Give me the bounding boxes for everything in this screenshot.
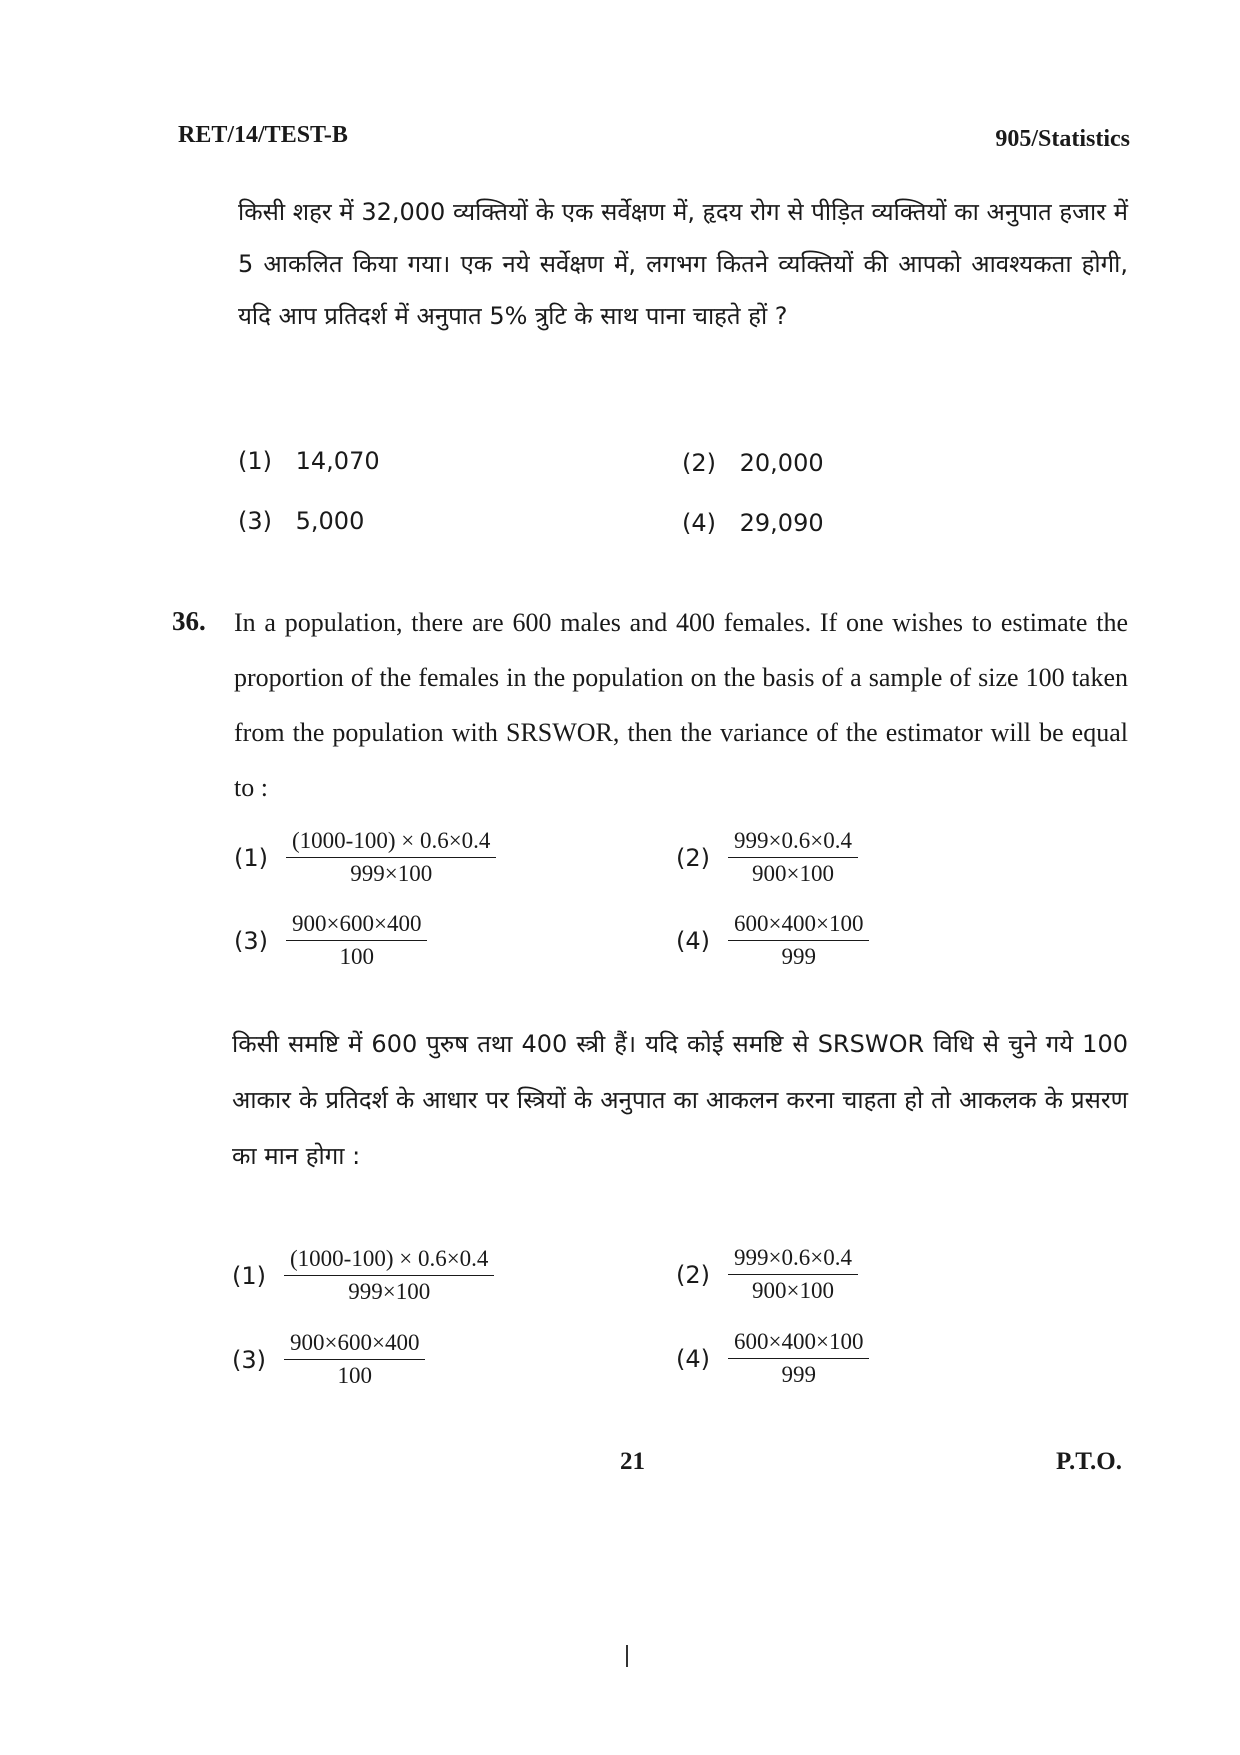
option-number: (4) xyxy=(682,509,716,537)
denominator: 999 xyxy=(781,944,816,969)
numerator: 900×600×400 xyxy=(286,911,427,941)
fraction xyxy=(284,1246,494,1305)
fraction xyxy=(286,828,496,887)
option-number: (3) xyxy=(232,1345,266,1374)
q36-hi-option-1 xyxy=(232,1246,494,1305)
q36-hi-option-3 xyxy=(232,1330,425,1389)
numerator: 900×600×400 xyxy=(284,1330,425,1360)
option-value: 5,000 xyxy=(295,507,365,535)
page-number: 21 xyxy=(620,1448,645,1475)
numerator: 999×0.6×0.4 xyxy=(728,1245,858,1275)
q36-en-option-4 xyxy=(676,911,869,970)
option-number: (3) xyxy=(234,926,268,955)
numerator: 600×400×100 xyxy=(728,911,869,941)
q36-english-text: In a population, there are 600 males and 400 females. If one wishes to estimate the proportion of the females in the population on the basis of a sample of size 100 taken from the population with SRSWOR, then the variance of the estimator will be equal to : xyxy=(234,608,1128,802)
denominator: 100 xyxy=(339,944,374,969)
option-number: (2) xyxy=(676,1260,710,1289)
option-number: (3) xyxy=(238,507,272,535)
option-value: 29,090 xyxy=(739,509,824,537)
numerator: 600×400×100 xyxy=(728,1329,869,1359)
option-number: (2) xyxy=(682,449,716,477)
denominator: 900×100 xyxy=(751,861,834,886)
fraction xyxy=(728,1329,869,1388)
option-number: (1) xyxy=(238,447,272,475)
fraction xyxy=(728,828,858,887)
question-number: 36. xyxy=(172,606,206,636)
q36-hindi-text: किसी समष्टि में 600 पुरुष तथा 400 स्त्री हैं। यदि कोई समष्टि से SRSWOR विधि से चुने गये 100 आकार के प्रतिदर्श के आधार पर स्त्रियों के अनुपात का आकलन करना चाहता हो तो आकलक के प्रसरण का मान होगा : xyxy=(232,1030,1128,1170)
subject-code: 905/Statistics xyxy=(995,126,1130,152)
q35-option-4 xyxy=(682,509,824,537)
denominator: 900×100 xyxy=(751,1278,834,1303)
denominator: 100 xyxy=(337,1363,372,1388)
q36-hi-option-4 xyxy=(676,1329,869,1388)
q35-option-1 xyxy=(238,447,380,475)
fraction xyxy=(284,1330,425,1389)
q36-en-option-1 xyxy=(234,828,496,887)
fraction xyxy=(728,911,869,970)
q36-en-option-3 xyxy=(234,911,427,970)
q35-option-2 xyxy=(682,449,824,477)
option-value: 20,000 xyxy=(739,449,824,477)
option-number: (1) xyxy=(232,1261,266,1290)
option-number: (1) xyxy=(234,843,268,872)
fraction xyxy=(728,1245,858,1304)
option-value: 14,070 xyxy=(295,447,380,475)
denominator: 999×100 xyxy=(348,1279,431,1304)
fraction xyxy=(286,911,427,970)
q35-hindi-text: किसी शहर में 32,000 व्यक्तियों के एक सर्वेक्षण में, हृदय रोग से पीड़ित व्यक्तियों का अनुपात हजार में 5 आकलित किया गया। एक नये सर्वेक्षण में, लगभग कितने व्यक्तियों की आपको आवश्यकता होगी, यदि आप प्रतिदर्श में अनुपात 5% त्रुटि के साथ पाना चाहते हों ? xyxy=(238,198,1128,330)
q36-hi-option-2 xyxy=(676,1245,858,1304)
denominator: 999×100 xyxy=(350,861,433,886)
q35-option-3 xyxy=(238,507,364,535)
numerator: (1000-100) × 0.6×0.4 xyxy=(286,828,496,858)
margin-mark xyxy=(626,1645,628,1667)
paper-code: RET/14/TEST-B xyxy=(178,122,348,148)
option-number: (4) xyxy=(676,926,710,955)
numerator: (1000-100) × 0.6×0.4 xyxy=(284,1246,494,1276)
denominator: 999 xyxy=(781,1362,816,1387)
option-number: (2) xyxy=(676,843,710,872)
pto-label: P.T.O. xyxy=(1056,1448,1122,1475)
numerator: 999×0.6×0.4 xyxy=(728,828,858,858)
q36-en-option-2 xyxy=(676,828,858,887)
option-number: (4) xyxy=(676,1344,710,1373)
